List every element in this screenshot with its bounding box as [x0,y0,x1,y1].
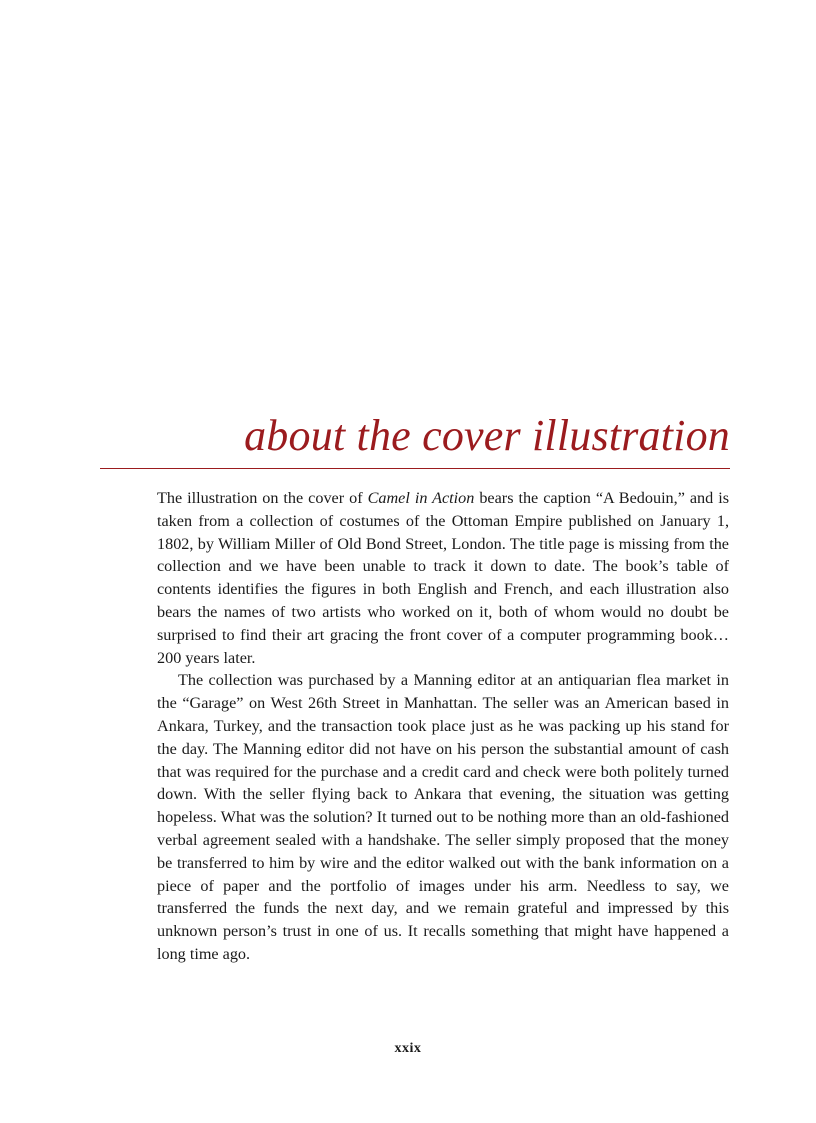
paragraph-1 [157,487,729,669]
paragraph-2: The collection was purchased by a Manning editor at an antiquarian flea market in the “Garage” on West 26th Street in Manhattan. The seller was an American based in Ankara, Turkey, and the transaction took place just as he was packing up his stand for the day. The Manning editor did not have on his person the substantial amount of cash that was required for the purchase and a credit card and check were both politely turned down. With the seller flying back to Ankara that evening, the situation was getting hopeless. What was the solution? It turned out to be nothing more than an old-fashioned verbal agreement sealed with a handshake. The seller simply proposed that the money be transferred to him by wire and the editor walked out with the bank information on a piece of paper and the portfolio of images under his arm. Needless to say, we transferred the funds the next day, and we remain grateful and impressed by this unknown person’s trust in one of us. It recalls something that might have happened a long time ago. [157,671,729,963]
paragraph-1-rest: bears the caption “A Bedouin,” and is taken from a collection of costumes of the Ottoman Empire published on January 1, 1802, by William Miller of Old Bond Street, London. The title page is missing from the collection and we have been unable to track it down to date. The book’s table of contents identifies the figures in both English and French, and each illustration also bears the names of two artists who worked on it, both of whom would no doubt be surprised to find their art gracing the front cover of a computer programming book…200 years later. [157,489,730,667]
chapter-title: about the cover illustration [244,411,730,460]
book-title: Camel in Action [367,489,475,507]
title-rule [100,468,730,469]
page-number: xxix [394,1041,422,1056]
body-text [157,487,729,966]
paragraph-1-lead: The illustration on the cover of [157,489,368,507]
